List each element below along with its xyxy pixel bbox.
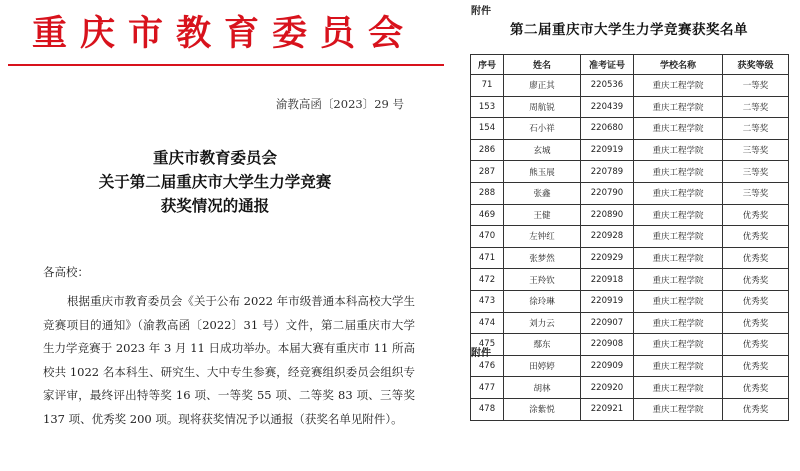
table-row [471,96,789,118]
award-table [470,54,789,421]
cell-name: 鄢东 [504,334,581,356]
cell-name: 廖正其 [504,75,581,97]
cell-name: 王健 [504,204,581,226]
cell-school: 重庆工程学院 [634,290,723,312]
notice-title-line: 获奖情况的通报 [160,196,270,215]
cell-award-level: 三等奖 [723,139,789,161]
cell-name: 田婷婷 [504,355,581,377]
cell-exam-id: 220918 [581,269,634,291]
cell-index: 471 [471,247,504,269]
cell-index: 286 [471,139,504,161]
cell-award-level: 优秀奖 [723,269,789,291]
cell-name: 玄城 [504,139,581,161]
cell-school: 重庆工程学院 [634,247,723,269]
cell-exam-id: 220921 [581,398,634,420]
cell-award-level: 三等奖 [723,182,789,204]
cell-school: 重庆工程学院 [634,182,723,204]
cell-exam-id: 220909 [581,355,634,377]
table-row [471,334,789,356]
cell-award-level: 优秀奖 [723,204,789,226]
document-number: 渝教高函〔2023〕29 号 [275,97,404,111]
masthead: 重庆市教育委员会 [31,13,416,54]
cell-index: 71 [471,75,504,97]
cell-exam-id: 220929 [581,247,634,269]
cell-award-level: 优秀奖 [723,312,789,334]
notice-title [60,146,370,218]
cell-school: 重庆工程学院 [634,226,723,248]
table-row [471,312,789,334]
cell-exam-id: 220890 [581,204,634,226]
notice-title-line: 重庆市教育委员会 [152,148,277,167]
cell-exam-id: 220907 [581,312,634,334]
cell-name: 周航锐 [504,96,581,118]
table-row [471,398,789,420]
column-header-award-level: 获奖等级 [723,55,789,75]
cell-school: 重庆工程学院 [634,75,723,97]
cell-name: 徐玲琳 [504,290,581,312]
award-list-title: 第二届重庆市大学生力学竞赛获奖名单 [510,22,748,38]
table-row [471,269,789,291]
cell-name: 王羚钦 [504,269,581,291]
notice-body: 根据重庆市教育委员会《关于公布 2022 年市级普通本科高校大学生竞赛项目的通知》（渝教高函〔2022〕31 号）文件，第二届重庆市大学生力学竞赛于 2023 年 3 月 11 日成功举办。本届大赛有重庆市 11 所高校共 1022 名本科生、研究生、大中专生参赛，经竞赛组织委员会组织专家评审，最终评出特等奖 16 项、一等奖 55 项、二等奖 83 项、三等奖 137 项、优秀奖 200 项。现将获奖情况予以通报（获奖名单见附件）。 [43,294,415,426]
cell-award-level: 优秀奖 [723,226,789,248]
attachment-label: 附件 [471,6,491,17]
cell-name: 熊玉展 [504,161,581,183]
cell-name: 涂紫悦 [504,398,581,420]
notice-title-line: 关于第二届重庆市大学生力学竞赛 [98,172,332,191]
cell-school: 重庆工程学院 [634,334,723,356]
cell-index: 477 [471,377,504,399]
cell-award-level: 优秀奖 [723,247,789,269]
cell-school: 重庆工程学院 [634,161,723,183]
cell-exam-id: 220919 [581,290,634,312]
cell-award-level: 优秀奖 [723,377,789,399]
cell-exam-id: 220789 [581,161,634,183]
table-row [471,75,789,97]
cell-name: 张梦然 [504,247,581,269]
cell-school: 重庆工程学院 [634,312,723,334]
cell-index: 154 [471,118,504,140]
cell-index: 474 [471,312,504,334]
cell-award-level: 三等奖 [723,161,789,183]
masthead-red-rule [8,64,444,66]
column-header-name: 姓名 [504,55,581,75]
cell-school: 重庆工程学院 [634,355,723,377]
cell-school: 重庆工程学院 [634,377,723,399]
cell-name: 胡林 [504,377,581,399]
cell-exam-id: 220928 [581,226,634,248]
cell-index: 478 [471,398,504,420]
cell-name: 张鑫 [504,182,581,204]
cell-award-level: 优秀奖 [723,398,789,420]
cell-name: 左钟红 [504,226,581,248]
cell-school: 重庆工程学院 [634,118,723,140]
cell-index: 470 [471,226,504,248]
cell-index: 476 [471,355,504,377]
cell-school: 重庆工程学院 [634,269,723,291]
table-row [471,204,789,226]
cell-award-level: 优秀奖 [723,334,789,356]
cell-award-level: 二等奖 [723,118,789,140]
column-header-exam-id: 准考证号 [581,55,634,75]
award-table-header [471,55,789,75]
table-row [471,182,789,204]
cell-index: 473 [471,290,504,312]
table-row [471,290,789,312]
cell-exam-id: 220908 [581,334,634,356]
cell-exam-id: 220536 [581,75,634,97]
award-table-body [471,75,789,421]
cell-award-level: 二等奖 [723,96,789,118]
cell-index: 288 [471,182,504,204]
salutation: 各高校： [43,265,89,279]
cell-exam-id: 220439 [581,96,634,118]
table-row [471,377,789,399]
table-row [471,139,789,161]
attachment-label-overlay: 附件 [471,348,491,359]
cell-exam-id: 220919 [581,139,634,161]
table-row [471,161,789,183]
cell-index: 475 [471,334,504,356]
cell-school: 重庆工程学院 [634,96,723,118]
column-header-school: 学校名称 [634,55,723,75]
cell-exam-id: 220790 [581,182,634,204]
cell-index: 472 [471,269,504,291]
cell-school: 重庆工程学院 [634,398,723,420]
cell-award-level: 优秀奖 [723,355,789,377]
cell-exam-id: 220680 [581,118,634,140]
table-row [471,355,789,377]
table-row [471,118,789,140]
table-row [471,247,789,269]
cell-index: 287 [471,161,504,183]
cell-index: 469 [471,204,504,226]
cell-school: 重庆工程学院 [634,139,723,161]
table-row [471,226,789,248]
cell-award-level: 优秀奖 [723,290,789,312]
column-header-index: 序号 [471,55,504,75]
cell-exam-id: 220920 [581,377,634,399]
cell-award-level: 一等奖 [723,75,789,97]
cell-school: 重庆工程学院 [634,204,723,226]
cell-index: 153 [471,96,504,118]
cell-name: 石小祥 [504,118,581,140]
cell-name: 刘力云 [504,312,581,334]
